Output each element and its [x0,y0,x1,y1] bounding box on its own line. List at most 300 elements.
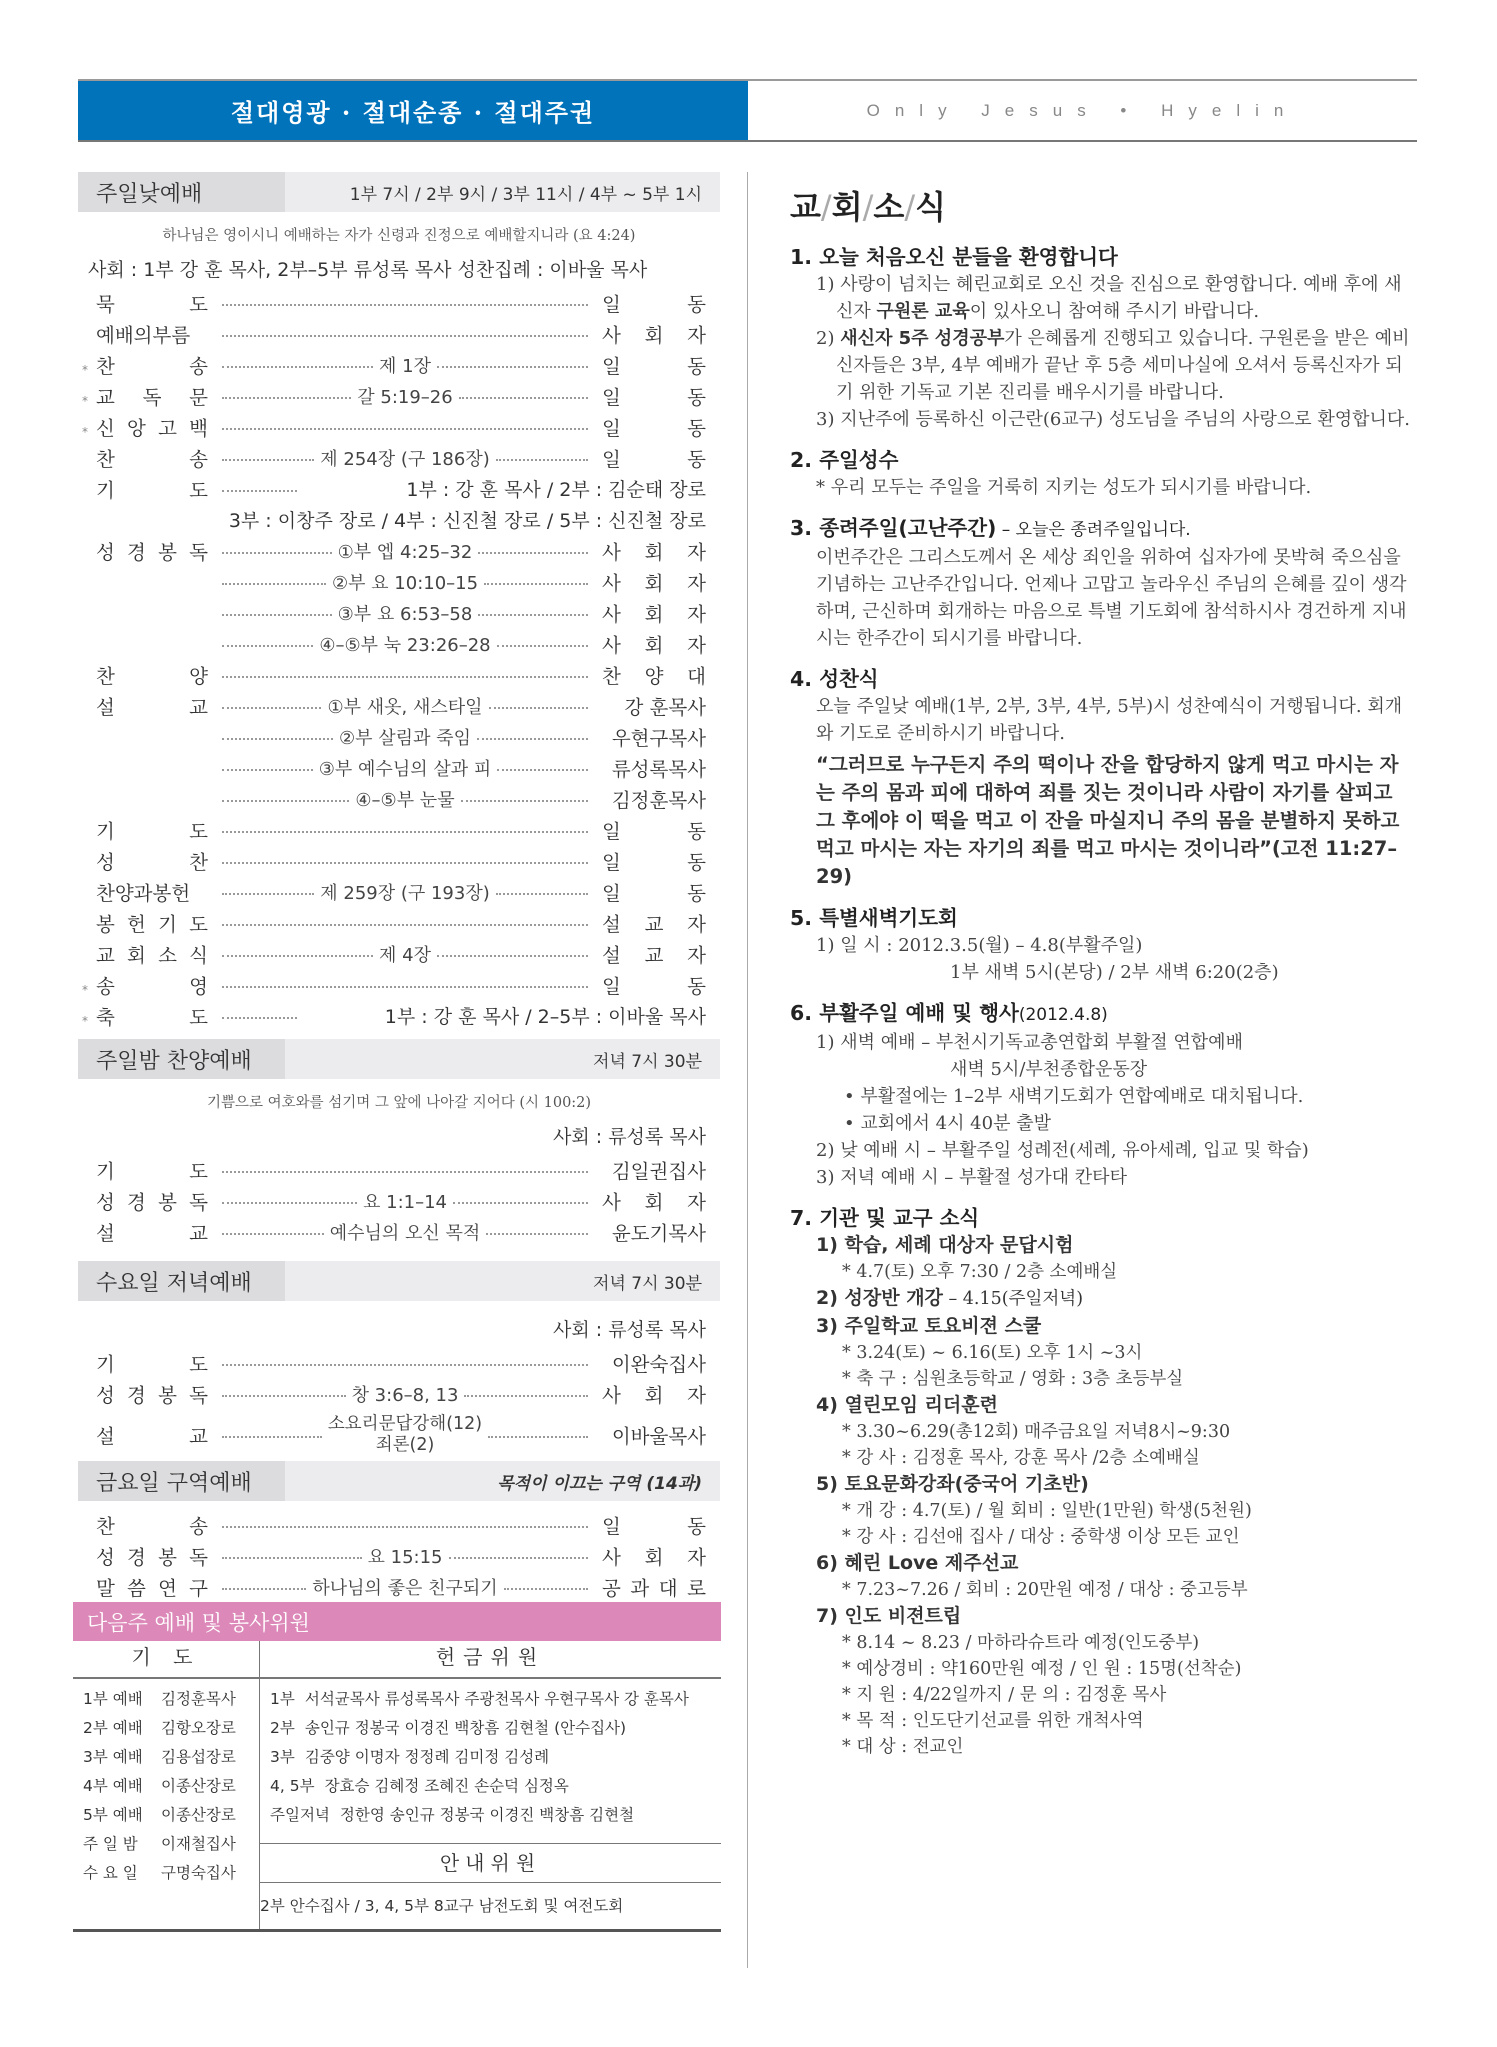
dot-leader [222,445,588,471]
order-row [78,1509,720,1540]
prayer-row [73,1741,259,1770]
order-content: ④–⑤부 눈물 [355,789,455,811]
order-person [602,382,720,410]
sub-item-line: * 대 상 : 전교인 [842,1737,964,1757]
news-paragraph [790,325,1417,406]
prayer-leader: 김항오장로 [161,1718,236,1737]
char: 사 [602,602,621,626]
char: 양 [189,664,208,688]
char: 고 [158,416,177,440]
order-label [78,1002,208,1030]
text: 1) 사랑이 넘치는 혜린교회로 오신 것을 진심으로 환영합니다. 예배 후에 새신자 [816,274,1402,322]
order-label [78,971,208,999]
news-item-title [790,666,1417,693]
offering-names: 서석균목사 류성록목사 주광천목사 우현구목사 강 훈목사 [304,1690,689,1708]
prayer-row [73,1712,259,1741]
dot-leader [222,1381,588,1407]
dots [488,1436,588,1438]
order-person: 1부 : 강 훈 목사 / 2부 : 김순태 장로 [406,479,706,501]
sub-item-line: * 개 강 : 4.7(토) / 월 회비 : 일반(1만원) 학생(5천원) [842,1501,1252,1521]
char: 일 [602,850,621,874]
news-list [790,244,1417,1760]
char: 송 [189,354,208,378]
dot-leader [222,600,588,626]
dot-leader [222,383,588,409]
prayer-leader: 김정훈목사 [161,1689,236,1708]
char: 일 [602,385,621,409]
sub-item-line: * 강 사 : 김정훈 목사, 강훈 목사 /2층 소예배실 [842,1448,1200,1468]
dots [504,1588,588,1590]
dots [496,893,588,895]
order-row [78,1347,720,1378]
news-line: 새벽 5시/부천종합운동장 [950,1059,1148,1080]
service-leader: 사회 : 1부 강 훈 목사, 2부–5부 류성록 목사 성찬집례 : 이바울 목사 [88,259,648,281]
order-person [602,537,720,565]
dot-leader [222,1522,588,1528]
order-list-sunday-day [78,287,720,1031]
char: 도 [189,1352,208,1376]
sub-item-line: * 축 구 : 심원초등학교 / 영화 : 3층 초등부실 [842,1369,1184,1389]
offering-row [270,1685,721,1714]
sub-item-title [790,1313,1417,1340]
order-content: ②부 살림과 죽임 [339,727,471,749]
item-title: 주일성수 [819,448,899,472]
char: 동 [687,974,706,998]
motto-text: 절대영광 · 절대순종 · 절대주권 [230,98,596,127]
char: 일 [602,292,621,316]
order-label [78,1218,208,1246]
dot-leader [222,879,588,905]
char: 대 [687,664,706,688]
order-person [602,940,720,968]
sub-item-line: * 3.24(토) ~ 6.16(토) 오후 1시 ~3시 [842,1343,1143,1363]
order-row [78,504,720,535]
dots [222,1436,322,1438]
char: 찬 [602,664,621,688]
char: 기 [96,1159,115,1183]
dot-leader [222,1188,588,1214]
sub-title-note: – 4.15(주일저녁) [942,1289,1084,1309]
char: 구 [189,1576,208,1600]
header-bottom-rule [78,140,1417,142]
asterisk-icon: * [82,1014,88,1028]
order-person: 강 훈목사 [624,695,706,719]
char: 동 [687,1514,706,1538]
service-name: 3부 [270,1748,295,1766]
char: 찬 [96,1514,115,1538]
bullet-line: • 교회에서 4시 40분 출발 [844,1113,1051,1134]
order-label [78,878,208,906]
offering-row [270,1743,721,1772]
dots [222,1526,588,1528]
text: 3) 지난주에 등록하신 이근란(6교구) 성도님을 주님의 사랑으로 환영합니다. [816,409,1410,430]
char: 연 [158,1576,177,1600]
next-week-header: 다음주 예배 및 봉사위원 [73,1602,721,1641]
table-bottom-rule [73,1929,721,1932]
dot-leader [222,1360,588,1366]
dots [222,614,332,616]
prayer-row [73,1770,259,1799]
char: 기 [158,912,177,936]
sub-item-title [790,1550,1417,1577]
order-person [602,413,720,441]
sub-item-line: * 목 적 : 인도단기선교를 위한 개척사역 [842,1711,1144,1731]
order-row [78,473,720,504]
char: 교 [96,943,115,967]
char: 봉 [158,540,177,564]
service-name: 주 일 밤 [83,1834,138,1853]
char: 회 [127,943,146,967]
order-content: ①부 새옷, 새스타일 [327,696,483,718]
order-row [78,752,720,783]
dot-leader [222,1219,588,1245]
char: 영 [189,974,208,998]
order-row [78,1378,720,1409]
char: 자 [687,943,706,967]
order-row [78,938,720,969]
dot-leader [222,672,588,678]
usher-column-header: 안내위원 [260,1844,722,1883]
tagline: Only Jesus • Hyelin [866,100,1299,120]
prayer-leader: 구명숙집사 [161,1863,236,1882]
dot-leader [222,858,588,864]
news-item-title [790,1000,1417,1029]
offering-names: 송인규 정봉국 이경진 백창흠 김현철 (안수집사) [304,1719,627,1737]
dots [222,1588,306,1590]
char: 일 [602,881,621,905]
service-name: 1부 예배 [83,1689,143,1708]
order-label [78,816,208,844]
char: 사 [602,633,621,657]
char: 경 [127,1383,146,1407]
service-leader: 사회 : 류성록 목사 [553,1126,706,1148]
char: 기 [96,1352,115,1376]
dot-leader [222,1167,588,1173]
char: 말 [96,1576,115,1600]
char: 사 [602,323,621,347]
service-name: 수 요 일 [83,1863,138,1882]
asterisk-icon: * [82,983,88,997]
char: 성 [96,850,115,874]
dots [497,645,588,647]
scripture-verse: 기쁨으로 여호와를 섬기며 그 앞에 나아갈 지어다 (시 100:2) [206,1095,592,1111]
char: 동 [687,881,706,905]
sub-item-line: * 7.23~7.26 / 회비 : 20만원 예정 / 대상 : 중고등부 [842,1580,1248,1600]
char: 독 [189,1383,208,1407]
dot-leader [222,331,588,337]
order-person [602,847,720,875]
order-person: 김일권집사 [611,1159,706,1183]
text: 가 은혜롭게 진행되고 있습니다. 구원론을 받은 예비 신자들은 3부, 4부 예배가 끝난 후 5층 세미나실에 오셔서 등록신자가 되기 위한 기독교 기본 진리를 배우시기를 바랍니다. [836,328,1410,403]
char: 자 [687,1190,706,1214]
dots [449,1557,589,1559]
dots [222,1171,588,1173]
dots [222,1364,588,1366]
service-name: 2부 [270,1719,295,1737]
prayer-leader: 이재철집사 [161,1834,236,1853]
dots [222,583,326,585]
char: 봉 [158,1190,177,1214]
sub-item-line: * 3.30~6.29(총12회) 매주금요일 저녁8시~9:30 [842,1422,1231,1442]
order-label [78,847,208,875]
dots [222,490,297,492]
order-row [78,1154,720,1185]
dot-leader [222,941,588,967]
order-label [78,320,208,348]
order-person: 김정훈목사 [611,788,706,812]
char: 자 [687,633,706,657]
order-row [78,845,720,876]
sub-item-title [790,1471,1417,1498]
char: 찬양과봉헌 [96,881,191,905]
char: 동 [687,850,706,874]
dots [222,893,314,895]
order-person: 이완숙집사 [611,1352,706,1376]
service-times: 1부 7시 / 2부 9시 / 3부 11시 / 4부 ~ 5부 1시 [349,184,702,205]
order-row [78,1000,720,1031]
order-person [602,289,720,317]
section-title: 주일낮예배 [78,172,285,212]
dot-leader [222,693,588,719]
char: 설 [96,695,115,719]
char: 백 [189,416,208,440]
order-label [78,1421,208,1449]
dots [497,769,588,771]
char: 송 [189,447,208,471]
order-row [78,535,720,566]
char: 양 [644,664,664,688]
order-content: ④–⑤부 눅 23:26–28 [319,634,491,656]
char: 회 [644,540,664,564]
offering-row [270,1801,721,1830]
prayer-leader: 김용섭장로 [161,1747,236,1766]
dots [477,738,588,740]
bullet-line: • 부활절에는 1–2부 새벽기도회가 연합예배로 대치됩니다. [844,1086,1304,1107]
offering-names: 장효승 김혜정 조혜진 손순덕 심정옥 [324,1777,569,1795]
dots [222,676,588,678]
offering-row [270,1714,721,1743]
dots [222,552,332,554]
char: 과 [630,1576,650,1600]
dot-leader [222,631,588,657]
char: 성 [96,540,115,564]
dot-leader [222,786,588,812]
order-content [322,1414,488,1456]
prayer-leader: 이종산장로 [161,1776,236,1795]
order-row [78,690,720,721]
item-title: 종려주일(고난주간) [819,516,997,540]
char: 회 [644,571,664,595]
order-content: 요 1:1–14 [363,1191,447,1213]
char: 자 [687,912,706,936]
order-content: ③부 예수님의 살과 피 [318,758,492,780]
order-person [602,971,720,999]
scripture-quote: “그러므로 누구든지 주의 떡이나 잔을 합당하지 않게 먹고 마시는 자는 주의 몸과 피에 대하여 죄를 짓는 것이니라 사람이 자기를 살피고 그 후에야 이 떡을 먹고 이 잔을 마실지니 주의 몸을 분별하지 못하고 먹고 마시는 자는 자기의 죄를 먹고 마시는 것이니라”(고전 11:27–29) [816,753,1400,888]
usher-list: 2부 안수집사 / 3, 4, 5부 8교구 남전도회 및 여전도회 [260,1897,624,1915]
service-time: 저녁 7시 30분 [593,1051,702,1072]
order-person [602,878,720,906]
order-row [78,380,720,411]
dots [453,1202,588,1204]
char: 사 [602,1383,621,1407]
asterisk-icon: * [82,363,88,377]
order-person [602,661,720,689]
section-subtitle: 목적이 이끄는 구역 (14과) [497,1473,702,1494]
char: 공 [602,1576,621,1600]
service-name: 1부 [270,1690,295,1708]
char: 일 [602,1514,621,1538]
dots [478,614,588,616]
order-label [78,1156,208,1184]
dot-leader [222,569,588,595]
worship-order-column [78,172,720,1932]
char: 동 [687,354,706,378]
dots [478,552,588,554]
char: 교 [189,1425,208,1448]
item-title: 특별새벽기도회 [819,906,958,930]
order-label [78,475,208,503]
item-title-note: – 오늘은 종려주일입니다. [996,520,1191,540]
news-item-title [790,1205,1417,1232]
sub-item-line: * 8.14 ~ 8.23 / 마하라슈트라 예정(인도중부) [842,1633,1200,1653]
prayer-leader: 이종산장로 [161,1805,236,1824]
dots [222,304,588,306]
item-title: 오늘 처음오신 분들을 환영합니다 [819,245,1118,269]
dots [489,707,588,709]
char: 자 [687,602,706,626]
char: 송 [96,974,115,998]
order-list-sunday-night [78,1154,720,1247]
motto-banner [78,81,748,140]
order-person [602,816,720,844]
item-title-note: (2012.4.8) [1018,1005,1108,1025]
char: 찬 [96,354,115,378]
dot-leader [222,424,588,430]
dot-leader [222,1574,588,1600]
next-week-staff-table [73,1641,721,1929]
content-line: 죄론(2) [375,1435,435,1455]
dots [437,366,588,368]
sub-item-line: * 예상경비 : 약160만원 예정 / 인 원 : 15명(선착순) [842,1659,1242,1679]
order-list-wednesday [78,1347,720,1461]
section-header-sunday-day [78,172,720,212]
char: 경 [127,1545,146,1569]
char: 동 [687,447,706,471]
prayer-row [73,1683,259,1712]
dots [222,924,588,926]
sub-title: 5) 토요문화강좌(중국어 기초반) [816,1473,1089,1495]
order-label [78,1380,208,1408]
asterisk-icon: * [82,394,88,408]
sub-item-title [790,1285,1417,1313]
order-row [78,566,720,597]
char: 소 [158,943,177,967]
dot-leader [222,1414,588,1456]
news-paragraph: 오늘 주일낮 예배(1부, 2부, 3부, 4부, 5부)시 성찬예식이 거행됩니다. 회개와 기도로 준비하시기 바랍니다. [816,696,1403,744]
service-time: 저녁 7시 30분 [593,1273,702,1294]
char: 경 [127,1190,146,1214]
char: 교 [644,912,664,936]
char: 자 [687,571,706,595]
order-row [78,876,720,907]
order-row [78,287,720,318]
dots [222,1017,297,1019]
dots [222,986,588,988]
order-person [602,1573,720,1601]
char: 도 [189,912,208,936]
order-content: 제 259장 (구 193장) [320,882,490,904]
char: 독 [189,1190,208,1214]
order-label [78,537,208,565]
char: 성 [96,1383,115,1407]
news-item-title [790,447,1417,474]
news-line: 3) 저녁 예배 시 – 부활절 성가대 칸타타 [816,1167,1127,1188]
item-number: 4. [790,667,820,691]
order-label [78,940,208,968]
order-content: ②부 요 10:10–15 [331,572,479,594]
order-person [602,444,720,472]
text: 2) [816,328,841,349]
dot-leader [222,1543,588,1569]
service-name: 2부 예배 [83,1718,143,1737]
order-list-friday [78,1509,720,1602]
section-header-friday [78,1461,720,1501]
item-number: 6. [790,1001,820,1025]
order-person: 3부 : 이창주 장로 / 4부 : 신진철 장로 / 5부 : 신진철 장로 [228,510,706,532]
emphasis: 구원론 교육 [876,301,970,322]
char: 일 [602,416,621,440]
item-number: 1. [790,245,820,269]
char: 일 [602,354,621,378]
prayer-row [73,1799,259,1828]
order-content: 창 3:6–8, 13 [351,1384,459,1406]
dots [222,459,314,461]
char: 일 [602,819,621,843]
sub-title: 7) 인도 비젼트립 [816,1605,962,1627]
order-row [78,628,720,659]
char: 회 [644,323,664,347]
service-name: 4, 5부 [270,1777,315,1795]
char: 사 [602,1545,621,1569]
order-person: 1부 : 강 훈 목사 / 2–5부 : 이바울 목사 [384,1006,706,1028]
prayer-row [73,1857,259,1886]
char: 회 [644,633,664,657]
order-content: ①부 엡 4:25–32 [337,541,473,563]
order-label [78,444,208,472]
dots [437,955,588,957]
order-row [78,349,720,380]
dot-leader [222,486,297,492]
order-content: 제 4장 [379,944,431,966]
char: 기 [96,819,115,843]
dot-leader [222,538,588,564]
order-person: 윤도기목사 [611,1221,706,1245]
char: 독 [189,540,208,564]
dots [222,769,313,771]
char: 독 [189,1545,208,1569]
dots [222,862,588,864]
char: 자 [687,323,706,347]
prayer-row [73,1828,259,1857]
scripture-verse: 하나님은 영이시니 예배하는 자가 신령과 진정으로 예배할지니라 (요 4:24) [162,228,636,244]
char: 도 [189,1159,208,1183]
order-content: 제 1장 [379,355,431,377]
dot-leader [222,300,588,306]
dots [222,645,313,647]
order-label [78,1349,208,1377]
sub-title: 2) 성장반 개강 [816,1287,943,1309]
order-person: 우현구목사 [611,726,706,750]
